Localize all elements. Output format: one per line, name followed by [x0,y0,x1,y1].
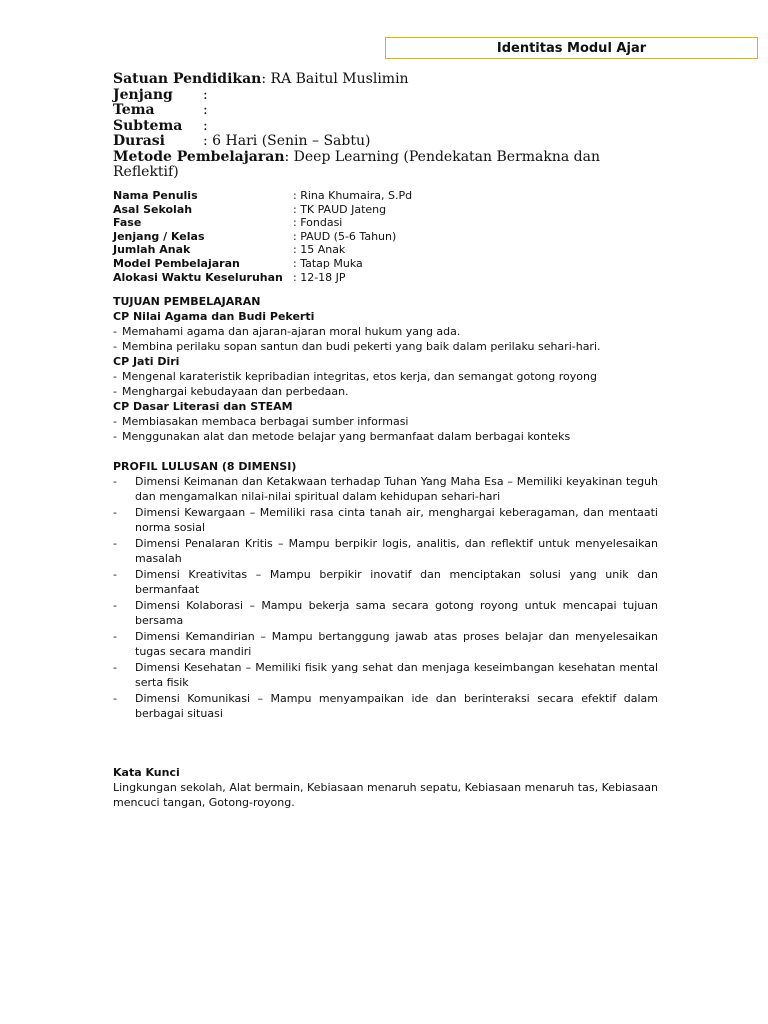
header-row-satuan [113,72,658,88]
identitas-label: Nama Penulis [113,189,198,202]
header-row-jenjang [113,88,658,104]
identitas-row [113,203,658,217]
identitas-label: Model Pembelajaran [113,256,240,270]
list-item-text: Menghargai kebudayaan dan perbedaan. [122,385,349,398]
identitas-value: : Fondasi [293,216,343,230]
header-value: : 6 Hari (Senin – Sabtu) [203,133,371,149]
identitas-value: : Tatap Muka [293,256,363,270]
identitas-label: Jenjang / Kelas [113,229,205,243]
list-item-text: Dimensi Kemandirian – Mampu bertanggung jawab atas proses belajar dan menyelesaikan tugas secara mandiri [135,630,658,658]
cp-title: CP Nilai Agama dan Budi Pekerti [113,310,315,323]
list-item-text: Membiasakan membaca berbagai sumber informasi [122,415,409,428]
tujuan-section [113,294,658,444]
tujuan-heading: TUJUAN PEMBELAJARAN [113,295,261,308]
list-item: - Dimensi Kesehatan – Memiliki fisik yang sehat dan menjaga keseimbangan kesehatan mental serta fisik [113,661,658,689]
list-item-text: Dimensi Kolaborasi – Mampu bekerja sama secara gotong royong untuk mencapai tujuan bersama [135,599,658,627]
header-label: Jenjang [113,86,173,103]
header-label: Metode Pembelajaran [113,148,285,165]
list-item-text: Dimensi Komunikasi – Mampu menyampaikan ide dan berinteraksi secara efektif dalam berbagai situasi [135,692,658,720]
list-item: - Dimensi Kreativitas – Mampu berpikir inovatif dan menciptakan solusi yang unik dan bermanfaat [113,568,658,596]
header-value: : [203,102,208,118]
list-item: - Dimensi Komunikasi – Mampu menyampaikan ide dan berinteraksi secara efektif dalam berbagai situasi [113,692,658,720]
cp-title: CP Dasar Literasi dan STEAM [113,400,293,413]
kata-kunci-section [113,765,658,810]
header-value: : [203,117,208,134]
identitas-label: Jumlah Anak [113,243,191,257]
header-row-subtema [113,119,658,135]
list-item: - Mengenal karateristik kepribadian integritas, etos kerja, dan semangat gotong royong [113,370,597,383]
identitas-value: : 15 Anak [293,243,346,257]
identitas-table [113,189,658,284]
kata-kunci-text: Lingkungan sekolah, Alat bermain, Kebiasaan menaruh sepatu, Kebiasaan menaruh tas, Kebiasaan mencuci tangan, Gotong-royong. [113,781,658,809]
list-item: - Dimensi Keimanan dan Ketakwaan terhadap Tuhan Yang Maha Esa – Memiliki keyakinan teguh dan mengamalkan nilai-nilai spiritual dalam kehidupan sehari-hari [113,475,658,503]
list-item-text: Dimensi Kewargaan – Memiliki rasa cinta tanah air, menghargai keberagaman, dan mentaati norma sosial [135,506,658,534]
list-item-text: Dimensi Kreativitas – Mampu berpikir inovatif dan menciptakan solusi yang unik dan bermanfaat [135,568,658,596]
list-item-text: Membina perilaku sopan santun dan budi pekerti yang baik dalam perilaku sehari-hari. [122,340,601,353]
header-value: : RA Baitul Muslimin [261,71,409,87]
document-title-box [385,37,758,59]
header-label: Satuan Pendidikan [113,71,262,87]
header-value: : Deep Learning (Pendekatan Bermakna dan Reflektif) [113,148,600,180]
header-row-metode [113,150,658,181]
list-item-text: Dimensi Penalaran Kritis – Mampu berpikir logis, analitis, dan reflektif untuk menyelesaikan masalah [135,537,658,565]
profil-heading: PROFIL LULUSAN (8 DIMENSI) [113,460,297,473]
header-value: : [203,86,208,103]
header-label: Durasi [113,133,165,149]
list-item-text: Dimensi Kesehatan – Memiliki fisik yang sehat dan menjaga keseimbangan kesehatan mental serta fisik [135,661,658,689]
identitas-label: Asal Sekolah [113,202,193,216]
module-header [113,72,658,181]
cp-title: CP Jati Diri [113,355,180,368]
list-item: - Membiasakan membaca berbagai sumber informasi [113,415,409,428]
list-item-text: Memahami agama dan ajaran-ajaran moral hukum yang ada. [122,325,461,338]
list-item: - Membina perilaku sopan santun dan budi pekerti yang baik dalam perilaku sehari-hari. [113,340,601,353]
list-item: - Dimensi Kemandirian – Mampu bertanggung jawab atas proses belajar dan menyelesaikan tugas secara mandiri [113,630,658,658]
header-row-tema [113,103,658,119]
profil-section [113,459,658,722]
list-item: - Dimensi Kewargaan – Memiliki rasa cinta tanah air, menghargai keberagaman, dan mentaati norma sosial [113,506,658,534]
header-label: Subtema [113,117,183,134]
list-item-text: Dimensi Keimanan dan Ketakwaan terhadap Tuhan Yang Maha Esa – Memiliki keyakinan teguh dan mengamalkan nilai-nilai spiritual dalam kehidupan sehari-hari [135,475,658,503]
list-item: - Menggunakan alat dan metode belajar yang bermanfaat dalam berbagai konteks [113,430,571,443]
identitas-row [113,189,658,203]
kata-kunci-heading: Kata Kunci [113,766,180,779]
identitas-row [113,230,658,244]
identitas-row [113,216,658,230]
list-item: - Dimensi Kolaborasi – Mampu bekerja sama secara gotong royong untuk mencapai tujuan bersama [113,599,658,627]
list-item: - Menghargai kebudayaan dan perbedaan. [113,385,349,398]
list-item-text: Mengenal karateristik kepribadian integritas, etos kerja, dan semangat gotong royong [122,370,597,383]
list-item: - Dimensi Penalaran Kritis – Mampu berpikir logis, analitis, dan reflektif untuk menyelesaikan masalah [113,537,658,565]
identitas-row [113,257,658,271]
identitas-label: Fase [113,216,142,230]
identitas-row [113,271,658,285]
list-item-text: Menggunakan alat dan metode belajar yang bermanfaat dalam berbagai konteks [122,430,571,443]
identitas-label: Alokasi Waktu Keseluruhan [113,270,283,284]
header-label: Tema [113,102,155,118]
identitas-value: : PAUD (5-6 Tahun) [293,229,397,243]
list-item: - Memahami agama dan ajaran-ajaran moral hukum yang ada. [113,325,461,338]
identitas-value: : TK PAUD Jateng [293,202,387,216]
identitas-value: : 12-18 JP [293,270,346,284]
header-row-durasi [113,134,658,150]
identitas-value: : Rina Khumaira, S.Pd [293,189,413,202]
identitas-row [113,243,658,257]
document-title: Identitas Modul Ajar [496,40,647,56]
